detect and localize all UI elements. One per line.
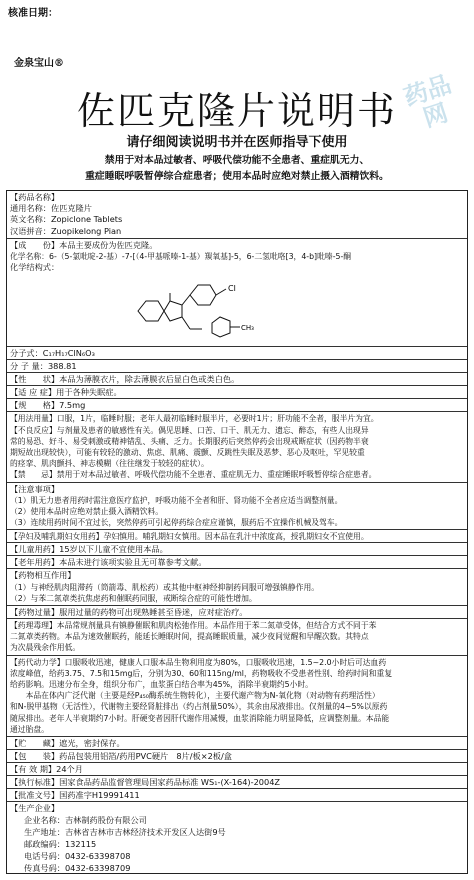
drug-name-header: 【药品名称】 <box>10 192 60 202</box>
precautions-section <box>7 483 467 531</box>
chemical-name: 化学名称：6-（5-氯吡啶-2-基）-7-[（4-甲基哌嗪-1-基）羰氧基]-5，6-二氢吡咯[3，4-b]吡嗪-5-酮 <box>10 252 352 262</box>
drug-name-section <box>7 191 467 239</box>
postal-code: 邮政编码：132115 <box>24 839 97 850</box>
english-name: 英文名称：Zopiclone Tablets <box>10 214 123 225</box>
pharmacokinetics-section <box>7 656 467 737</box>
validity-row: 【有 效 期】24个月 <box>7 763 467 776</box>
dosage-adverse-section <box>7 412 467 482</box>
chemical-structure-diagram <box>130 271 260 345</box>
pk-line: 随尿排出。老年人半衰期约7小时。肝硬变者因肝代谢作用减慢，血浆消除能力明显降低，应调整剂量。本品能 <box>10 713 390 723</box>
indications-row: 【适 应 症】用于各种失眠症。 <box>7 386 467 399</box>
pk-line: 和N-脱甲基物（无活性），代谢物主要经肾脏排出（约占剂量50%），其余由尿液排出。仅剂量的4~5%以原药 <box>10 702 388 712</box>
interactions-section <box>7 569 467 606</box>
watermark: 药品网 <box>400 70 455 133</box>
manufacturer-header: 【生产企业】 <box>10 803 60 814</box>
adverse-line: 期短故出现较快），可能有较轻的激动、焦虑、肌痛、震颤、反跳性失眠及恶梦、恶心及呕吐，罕见较重 <box>10 448 365 458</box>
interaction-item: （1）与神经肌肉阻滞药（筒箭毒、肌松药）或其他中枢神经抑制药同服可增强镇静作用。 <box>10 582 320 592</box>
fax-number: 传真号码：0432-63398709 <box>24 863 131 874</box>
info-table <box>6 190 468 874</box>
interaction-item: （2）与苯二氮䓬类抗焦虑药和催眠药同服，戒断综合症的可能性增加。 <box>10 593 257 603</box>
structure-label: 化学结构式： <box>10 262 60 273</box>
pharmacology-line: 二氮䓬类药物。本品为速效催眠药，能延长睡眠时间，提高睡眠质量，减少夜间觉醒和早醒次数。其特点 <box>10 632 369 642</box>
children-row: 【儿童用药】15岁以下儿童不宜使用本品。 <box>7 543 467 556</box>
warning-line: 禁用于对本品过敏者、呼吸代偿功能不全患者、重症肌无力、 <box>104 155 370 166</box>
precautions-header: 【注意事项】 <box>10 483 60 494</box>
pk-line: 通过胎盘。 <box>10 724 49 734</box>
adverse-line: 【不良反应】与剂量及患者的敏感性有关。偶见思睡、口苦、口干、肌无力、遗忘、醉态，有些人出现异 <box>10 425 369 435</box>
manufacturer-section <box>7 802 467 874</box>
pinyin-name: 汉语拼音：Zuopikelong Pian <box>10 225 122 236</box>
storage-row: 【贮 藏】遮光，密封保存。 <box>7 737 467 750</box>
company-address: 生产地址：吉林省吉林市吉林经济技术开发区人达街9号 <box>24 827 226 838</box>
overdose-row: 【药物过量】服用过量的药物可出现熟睡甚至昏迷，应对症治疗。 <box>7 606 467 619</box>
appearance-row: 【性 状】本品为薄膜衣片，除去薄膜衣后显白色或类白色。 <box>7 373 467 386</box>
adverse-line: 常的易恐、好斗、易受刺激或精神错乱、头痛、乏力。长期服药后突然停药会出现戒断症状（因药物半衰 <box>10 436 369 446</box>
warning-box <box>14 153 460 185</box>
pk-line: 给药影响。迅速分布全身，组织分布广，血浆蛋白结合率为45%，消除半衰期约5小时。 <box>10 680 313 690</box>
precaution-item: （1）肌无力患者用药时需注意医疗监护，呼吸功能不全者和肝、肾功能不全者应适当调整剂量。 <box>10 495 343 505</box>
warning-line: 重症睡眠呼吸暂停综合症患者；使用本品时应绝对禁止摄入酒精饮料。 <box>85 171 389 182</box>
methyl-group: CH₃ <box>241 324 254 333</box>
chemical-structure <box>10 273 464 345</box>
interactions-header: 【药物相互作用】 <box>10 570 76 581</box>
pharmacology-line: 为次晨残余作用低。 <box>10 643 81 653</box>
spec-row: 【规 格】7.5mg <box>7 399 467 412</box>
pk-line: 【药代动力学】口服吸收迅速，健康人口服本品生物利用度为80%，口服吸收迅速，1.5~2.0小时后可达血药 <box>10 657 387 667</box>
pharmacology-section <box>7 619 467 656</box>
dosage-line: 【用法用量】口服，1片，临睡时服；老年人最初临睡时服半片，必要时1片；肝功能不全者，服半片为宜。 <box>10 414 379 424</box>
precaution-item: （3）连续用药时间不宜过长，突然停药可引起停药综合症应谨慎，服药后不宜操作机械及驾车。 <box>10 518 343 528</box>
pk-line: 本品在体内广泛代谢（主要是经P₄₅₀酶系统生物转化），主要代谢产物为N-氧化物（对动物有药理活性） <box>10 691 380 701</box>
package-row: 【包 装】药品包装用铝箔/药用PVC硬片 8片/板×2板/盒 <box>7 750 467 763</box>
elderly-row: 【老年用药】本品未进行该项实验且无可靠参考文献。 <box>7 556 467 569</box>
brand-logo: 金泉宝山® <box>14 58 64 69</box>
ingredients-section <box>7 239 467 348</box>
page-subtitle: 请仔细阅读说明书并在医师指导下使用 <box>126 135 348 150</box>
pharmacology-line: 【药理毒理】本品常规剂量具有镇静催眠和肌肉松弛作用。本品作用于苯二氮䓬受体，但结合方式不同于苯 <box>10 621 377 631</box>
page-title: 佐匹克隆片说明书 <box>76 89 397 133</box>
precaution-item: （2）使用本品时应绝对禁止摄入酒精饮料。 <box>10 507 164 517</box>
weight-row: 分 子 量：388.81 <box>7 360 467 373</box>
standard-row: 【执行标准】国家食品药品监督管理局国家药品标准 WS₁-(X-164)-2004Z <box>7 776 467 789</box>
phone-number: 电话号码：0432-63398708 <box>24 851 131 862</box>
formula-row: 分子式：C₁₇H₁₇ClN₆O₃ <box>7 347 467 360</box>
generic-name: 通用名称：佐匹克隆片 <box>10 203 92 214</box>
approval-date-label: 核准日期： <box>8 8 58 19</box>
adverse-line: 的痉挛、肌肉颤抖、神志模糊（往往继发于较轻的症状）。 <box>10 459 209 469</box>
ingredients-text: 【成 份】本品主要成份为佐匹克隆。 <box>10 239 158 250</box>
contraindication-line: 【禁 忌】禁用于对本品过敏者、呼吸代偿功能不全患者、重症肌无力、重症睡眠呼吸暂停综合症患者。 <box>10 470 377 480</box>
pregnancy-row: 【孕妇及哺乳期妇女用药】孕妇慎用。哺乳期妇女慎用。因本品在乳汁中浓度高，授乳期妇女不宜使用。 <box>7 530 467 543</box>
pk-line: 浓度峰值，给药3.75、7.5和15mg后，分别为30、60和115ng/ml，药物吸收不受患者性别、给药时间和重复 <box>10 668 393 678</box>
approval-number-row: 【批准文号】国药准字H19991411 <box>7 789 467 802</box>
company-name: 企业名称：吉林制药股份有限公司 <box>24 815 147 826</box>
chlorine-atom: Cl <box>228 284 236 294</box>
